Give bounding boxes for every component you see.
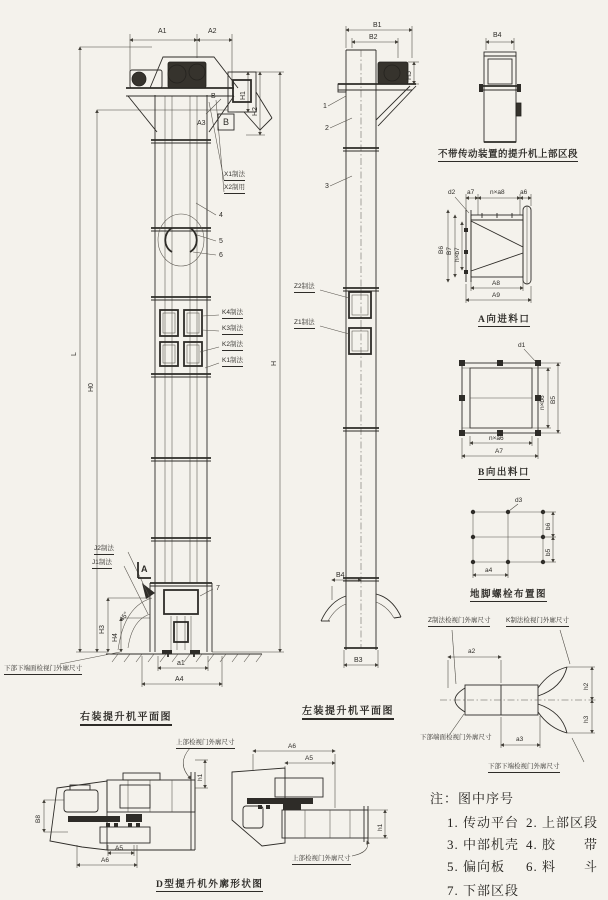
note-item-1: 1. 传动平台: [447, 815, 520, 830]
dim-a2: A2: [208, 28, 217, 35]
note-item-6: 6. 料 斗: [526, 859, 599, 874]
dim-n-a6: n×a6: [489, 435, 504, 442]
upper-section-linework: [479, 38, 521, 142]
dim-h4: H4: [112, 633, 119, 642]
section-b-box: B: [223, 117, 230, 127]
section-b-arrow: B: [211, 93, 216, 100]
note-item-3: 3. 中部机壳: [447, 837, 520, 852]
note-item-7: 7. 下部区段: [447, 883, 520, 898]
angle-45: 45°: [118, 610, 131, 623]
front-leaders: [60, 99, 234, 664]
dim-a4-anchor: a4: [485, 567, 493, 574]
part-5: 5: [219, 238, 223, 245]
note-item-5: 5. 偏向板: [447, 859, 506, 874]
dim-h2: H2: [252, 107, 259, 116]
boot-door-leader: 下部下端面检视门外廓尺寸: [4, 666, 82, 675]
dim-d2: d2: [448, 189, 456, 196]
dim-b4-side: B4: [336, 572, 345, 579]
note-item-2: 2. 上部区段: [526, 815, 599, 830]
front-dimensions: [76, 34, 284, 687]
side-z-doors: [349, 292, 371, 354]
label-k4: K4制法: [222, 310, 243, 319]
front-bucket-window: [158, 214, 204, 266]
anchor-caption: 地脚螺栓布置图: [470, 586, 547, 602]
anchor-layout-linework: [471, 504, 556, 578]
side-dimensions: [332, 26, 419, 668]
dim-b7-inlet: B7: [446, 247, 453, 255]
dim-b1: B1: [373, 22, 382, 29]
head-right-leader: 上部检视门外廓尺寸: [292, 856, 351, 865]
dim-b8: B8: [35, 815, 42, 823]
dim-a7-outlet: A7: [495, 448, 503, 455]
notes-title: 注：图中序号: [430, 791, 515, 806]
side-view-caption: 左装提升机平面图: [302, 702, 394, 720]
dim-a2-door: a2: [468, 648, 476, 655]
dim-h3-door: h3: [583, 715, 590, 723]
part-1: 1: [323, 103, 327, 110]
dim-d1: d1: [518, 342, 526, 349]
front-view-caption: 右装提升机平面图: [80, 708, 172, 726]
dim-b2: B2: [369, 34, 378, 41]
head-outline-right-linework: [232, 751, 388, 856]
label-k1: K1制法: [222, 358, 243, 367]
dim-a9: A9: [492, 292, 500, 299]
part-6: 6: [219, 252, 223, 259]
dim-h1-head-left: h1: [197, 773, 204, 781]
outlet-caption: B向出料口: [478, 464, 530, 480]
dim-h3: H3: [99, 625, 106, 634]
door-z-label: Z制法检视门外廓尺寸: [428, 618, 490, 627]
dim-h0: H0: [88, 383, 95, 392]
dim-b5: B5: [550, 396, 557, 404]
dim-b6-anchor: b6: [545, 522, 552, 530]
dim-l: L: [71, 352, 78, 356]
door-k-label: K制法检视门外廓尺寸: [506, 618, 569, 627]
door-bottom-face-label: 下部端面检视门外廓尺寸: [420, 734, 492, 741]
upper-section-caption: 不带传动装置的提升机上部区段: [438, 146, 578, 162]
dim-h2-door: h2: [583, 682, 590, 690]
dim-b6-inlet: B6: [438, 246, 445, 254]
dim-a5-left: A5: [115, 845, 123, 852]
section-a-mark: A: [141, 564, 148, 574]
note-item-4: 4. 胶 带: [526, 837, 599, 852]
label-z2: Z2制法: [294, 284, 315, 293]
head-outline-caption: D型提升机外廓形状图: [156, 876, 263, 892]
dim-a1: A1: [158, 28, 167, 35]
dim-b4-upper: B4: [493, 32, 502, 39]
label-j1: J1制法: [92, 560, 112, 569]
label-x2: X2制用: [224, 185, 245, 194]
side-view-linework: [320, 26, 419, 668]
dim-a6-right: A6: [288, 743, 296, 750]
dim-h1: H1: [240, 91, 247, 100]
front-boot: [118, 583, 212, 657]
dim-b3: B3: [354, 657, 363, 664]
part-3: 3: [325, 183, 329, 190]
dim-h5: H5: [406, 71, 413, 80]
front-column: [150, 95, 212, 652]
dim-h-b7: h×b7: [454, 247, 461, 262]
dim-a3: A3: [197, 120, 206, 127]
dim-n-a8: n×a8: [490, 189, 505, 196]
label-j2: J2制法: [94, 546, 114, 555]
dim-a3-door: a3: [516, 736, 524, 743]
dim-a4: A4: [175, 676, 184, 683]
front-k-doors: [160, 310, 202, 366]
part-7: 7: [216, 585, 220, 592]
label-k2: K2制法: [222, 342, 243, 351]
dim-a6-inlet: a6: [520, 189, 528, 196]
dim-n-b6: n×b6: [539, 395, 546, 410]
door-detail-caption: 下部下端检视门外廓尺寸: [488, 764, 560, 773]
dim-b5-anchor: b5: [545, 548, 552, 556]
dim-a6-left: A6: [101, 857, 109, 864]
dim-a5-right: A5: [305, 755, 313, 762]
inlet-caption: A向进料口: [478, 311, 530, 327]
part-4: 4: [219, 212, 223, 219]
part-2: 2: [325, 125, 329, 132]
side-head: [338, 62, 416, 126]
dim-a7-inlet: a7: [467, 189, 475, 196]
label-x1: X1制法: [224, 172, 245, 181]
head-outline-left-linework: [44, 748, 208, 868]
dim-a1-small: a1: [177, 660, 185, 667]
label-z1: Z1制法: [294, 320, 315, 329]
dim-h: H: [271, 360, 278, 366]
front-view-linework: [60, 34, 284, 687]
head-left-leader: 上部检视门外廓尺寸: [176, 740, 235, 749]
label-k3: K3制法: [222, 326, 243, 335]
dim-h1-head-right: h1: [377, 823, 384, 831]
dim-d3: d3: [515, 497, 523, 504]
dim-a8: A8: [492, 280, 500, 287]
